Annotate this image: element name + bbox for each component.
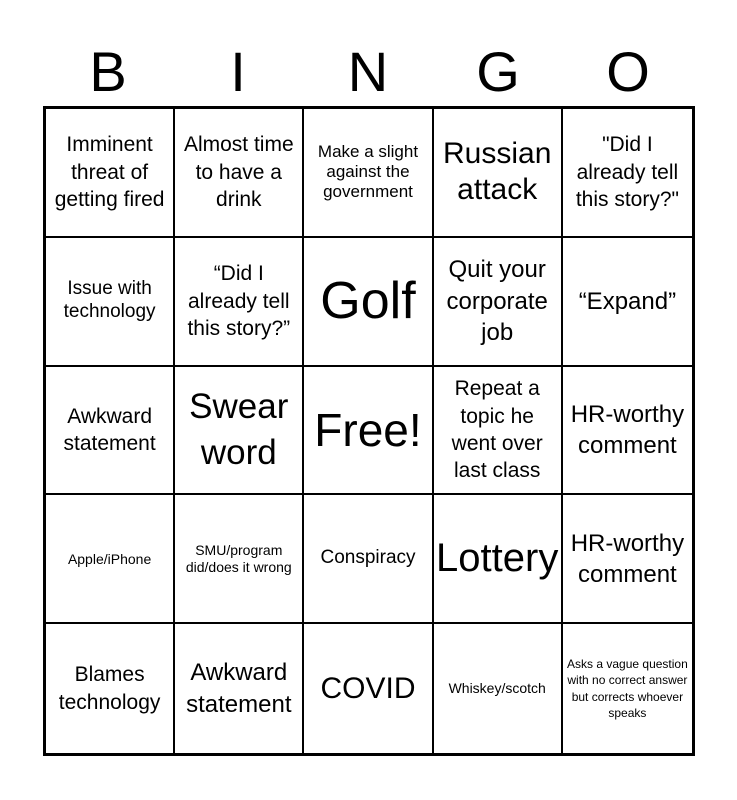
bingo-cell-r3c2[interactable]: Swear word [175, 367, 304, 496]
bingo-cell-r2c4[interactable]: Quit your corporate job [434, 238, 563, 367]
bingo-cell-r3c5[interactable]: HR-worthy comment [563, 367, 692, 496]
bingo-header [43, 38, 695, 106]
bingo-cell-r1c5[interactable]: "Did I already tell this story?" [563, 109, 692, 238]
bingo-cell-r5c2[interactable]: Awkward statement [175, 624, 304, 753]
bingo-cell-r1c2[interactable]: Almost time to have a drink [175, 109, 304, 238]
bingo-cell-r4c1[interactable]: Apple/iPhone [46, 495, 175, 624]
bingo-cell-r1c4[interactable]: Russian attack [434, 109, 563, 238]
bingo-board [43, 106, 695, 756]
bingo-cell-r4c5[interactable]: HR-worthy comment [563, 495, 692, 624]
bingo-cell-r2c2[interactable]: “Did I already tell this story?” [175, 238, 304, 367]
bingo-cell-r1c1[interactable]: Imminent threat of getting fired [46, 109, 175, 238]
header-letter-n: N [347, 40, 389, 103]
bingo-cell-r4c3[interactable]: Conspiracy [304, 495, 433, 624]
header-letter-i: I [230, 40, 246, 103]
bingo-cell-r1c3[interactable]: Make a slight against the government [304, 109, 433, 238]
bingo-cell-r2c1[interactable]: Issue with technology [46, 238, 175, 367]
bingo-cell-r5c1[interactable]: Blames technology [46, 624, 175, 753]
bingo-cell-r3c3-free[interactable]: Free! [304, 367, 433, 496]
bingo-cell-r5c4[interactable]: Whiskey/scotch [434, 624, 563, 753]
bingo-cell-r5c5[interactable]: Asks a vague question with no correct answer but corrects whoever speaks [567, 657, 688, 720]
bingo-cell-r5c3[interactable]: COVID [304, 624, 433, 753]
header-letter-g: G [476, 40, 520, 103]
bingo-cell-r2c5[interactable]: “Expand” [563, 238, 692, 367]
bingo-cell-r4c2[interactable]: SMU/program did/does it wrong [175, 495, 304, 624]
header-letter-o: O [606, 40, 650, 103]
header-letter-b: B [89, 40, 127, 103]
bingo-cell-r3c1[interactable]: Awkward statement [46, 367, 175, 496]
bingo-cell-r4c4[interactable]: Lottery [434, 495, 563, 624]
bingo-cell-r2c3[interactable]: Golf [304, 238, 433, 367]
bingo-cell-r3c4[interactable]: Repeat a topic he went over last class [434, 367, 563, 496]
